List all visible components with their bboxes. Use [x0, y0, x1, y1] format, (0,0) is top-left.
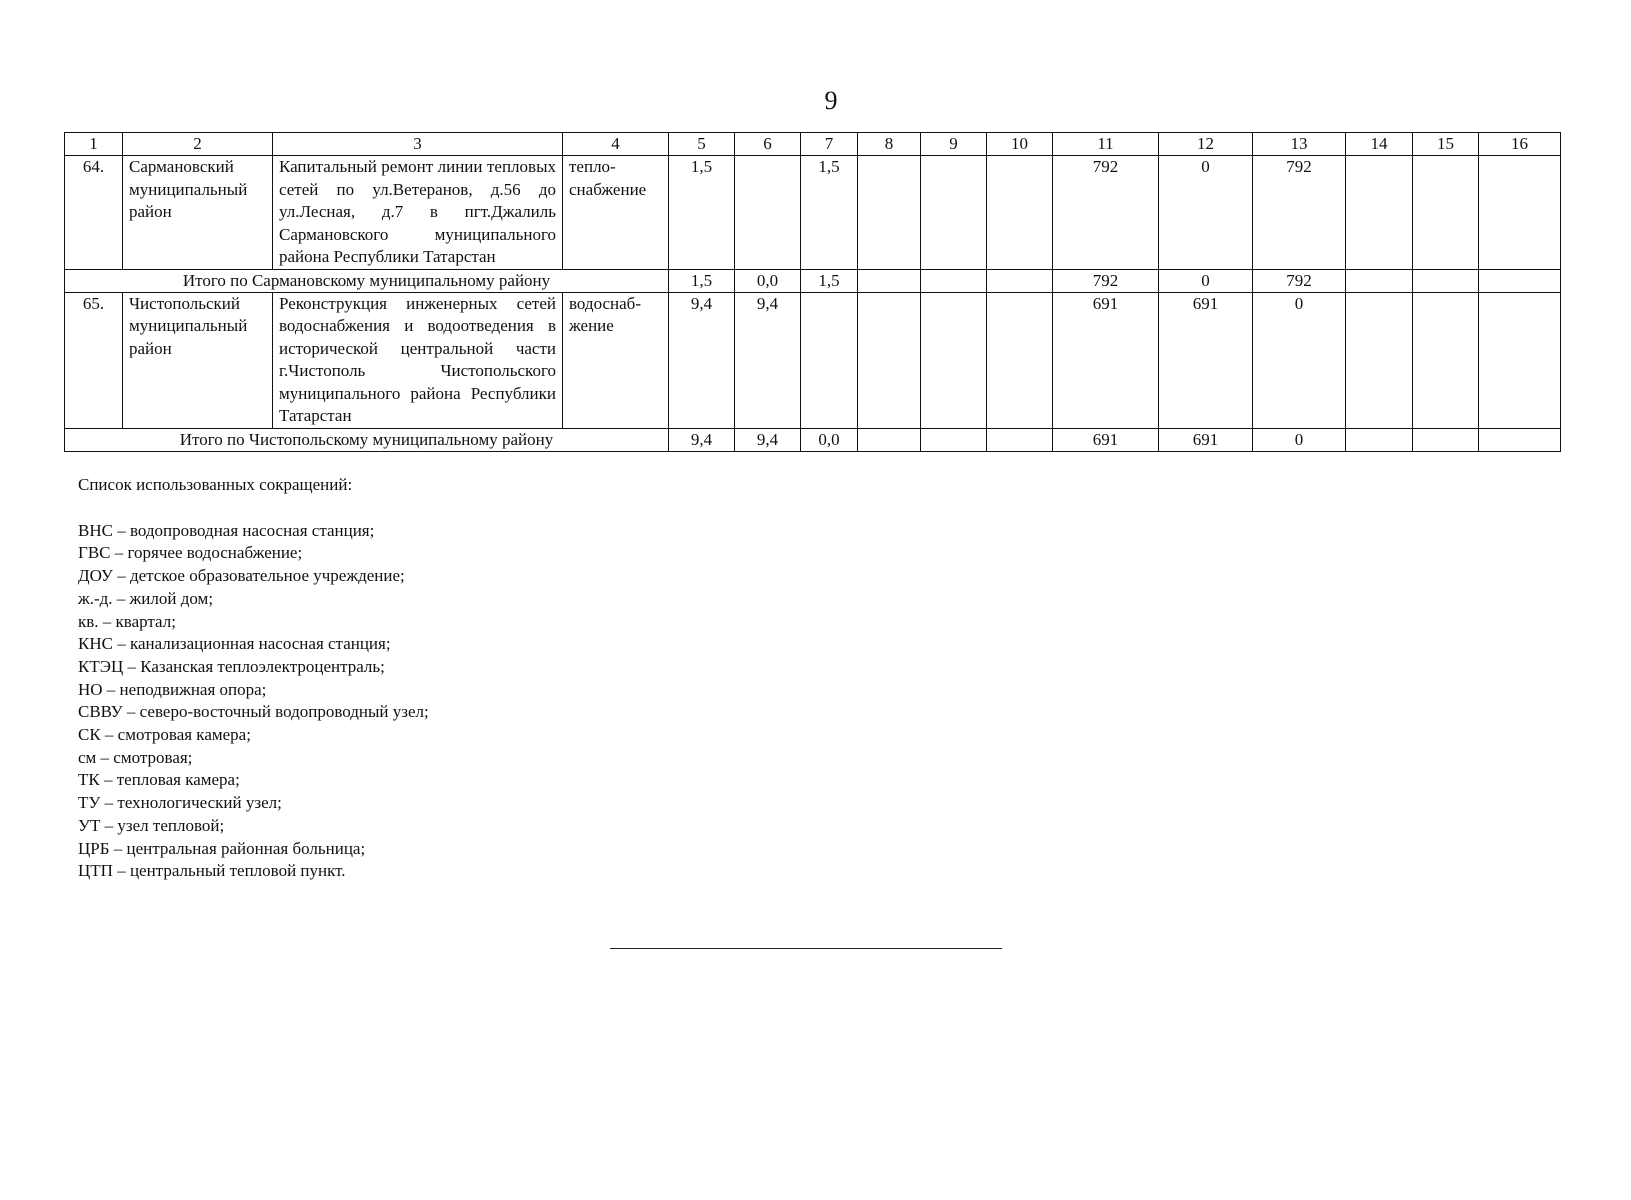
abbreviation-item: КНС – канализационная насосная станция;: [78, 634, 391, 654]
value-cell: [987, 428, 1053, 451]
value-cell: 792: [1253, 269, 1346, 292]
column-header: 3: [273, 133, 563, 156]
value-cell: 9,4: [735, 292, 801, 428]
value-cell: 0: [1159, 269, 1253, 292]
total-label: Итого по Чистопольскому муниципальному району: [65, 428, 669, 451]
value-cell: [1479, 292, 1561, 428]
value-cell: 9,4: [669, 428, 735, 451]
abbreviation-item: ТК – тепловая камера;: [78, 770, 240, 790]
column-header: 7: [801, 133, 858, 156]
column-header: 5: [669, 133, 735, 156]
value-cell: [921, 292, 987, 428]
abbreviation-item: ЦРБ – центральная районная больница;: [78, 838, 366, 858]
value-cell: [1413, 269, 1479, 292]
column-header: 13: [1253, 133, 1346, 156]
value-cell: [735, 156, 801, 270]
value-cell: 691: [1053, 428, 1159, 451]
value-cell: 792: [1053, 269, 1159, 292]
table-row: [65, 292, 1561, 428]
value-cell: [921, 269, 987, 292]
column-header: 10: [987, 133, 1053, 156]
column-header: 11: [1053, 133, 1159, 156]
value-cell: [1346, 428, 1413, 451]
value-cell: [987, 292, 1053, 428]
type-cell: тепло-снабжение: [563, 156, 669, 270]
value-cell: [987, 269, 1053, 292]
abbreviations-title: Список использованных сокращений:: [78, 475, 353, 494]
page-number: 9: [824, 86, 838, 115]
value-cell: 691: [1159, 428, 1253, 451]
value-cell: 691: [1053, 292, 1159, 428]
district-cell: Сармановский муниципальный район: [123, 156, 273, 270]
value-cell: 1,5: [669, 156, 735, 270]
district-cell: Чистопольский муниципальный район: [123, 292, 273, 428]
table-row: [65, 156, 1561, 270]
value-cell: [1479, 156, 1561, 270]
value-cell: [858, 156, 921, 270]
closing-rule: [610, 948, 1002, 949]
value-cell: [1413, 156, 1479, 270]
total-label: Итого по Сармановскому муниципальному району: [65, 269, 669, 292]
value-cell: 1,5: [801, 269, 858, 292]
value-cell: [1479, 269, 1561, 292]
column-header: 8: [858, 133, 921, 156]
abbreviation-item: УТ – узел тепловой;: [78, 815, 225, 835]
value-cell: 0: [1253, 428, 1346, 451]
value-cell: 0,0: [801, 428, 858, 451]
abbreviation-item: ГВС – горячее водоснабжение;: [78, 543, 303, 563]
abbreviation-item: см – смотровая;: [78, 747, 193, 767]
value-cell: 691: [1159, 292, 1253, 428]
value-cell: [1413, 292, 1479, 428]
column-header: 12: [1159, 133, 1253, 156]
value-cell: [1346, 292, 1413, 428]
value-cell: 792: [1053, 156, 1159, 270]
abbreviation-item: кв. – квартал;: [78, 611, 176, 631]
abbreviation-item: СВВУ – северо-восточный водопроводный узел;: [78, 702, 429, 722]
value-cell: 1,5: [801, 156, 858, 270]
column-header: 4: [563, 133, 669, 156]
value-cell: 0: [1253, 292, 1346, 428]
value-cell: [1413, 428, 1479, 451]
row-number: 65.: [65, 292, 123, 428]
value-cell: [987, 156, 1053, 270]
abbreviation-item: ВНС – водопроводная насосная станция;: [78, 520, 375, 540]
description-cell: Капитальный ремонт линии тепловых сетей по ул.Ветеранов, д.56 до ул.Лесная, д.7 в пгт.Джалиль Сармановского муниципального района Республики Татарстан: [273, 156, 563, 270]
value-cell: [801, 292, 858, 428]
description-cell: Реконструкция инженерных сетей водоснабжения и водоотведения в исторической центральной части г.Чистополь Чистопольского муниципального района Республики Татарстан: [273, 292, 563, 428]
abbreviation-item: НО – неподвижная опора;: [78, 679, 267, 699]
total-row: [65, 428, 1561, 451]
column-header: 16: [1479, 133, 1561, 156]
column-header: 1: [65, 133, 123, 156]
value-cell: [921, 156, 987, 270]
column-header: 14: [1346, 133, 1413, 156]
row-number: 64.: [65, 156, 123, 270]
type-cell: водоснаб-жение: [563, 292, 669, 428]
abbreviation-item: ТУ – технологический узел;: [78, 793, 282, 813]
value-cell: [1346, 156, 1413, 270]
column-header: 6: [735, 133, 801, 156]
projects-table: [64, 132, 1561, 452]
abbreviation-item: ж.-д. – жилой дом;: [78, 588, 214, 608]
value-cell: [1479, 428, 1561, 451]
abbreviation-item: ДОУ – детское образовательное учреждение;: [78, 566, 405, 586]
abbreviation-item: ЦТП – центральный тепловой пункт.: [78, 861, 346, 881]
value-cell: [858, 292, 921, 428]
value-cell: [921, 428, 987, 451]
abbreviation-item: СК – смотровая камера;: [78, 725, 251, 745]
value-cell: 792: [1253, 156, 1346, 270]
value-cell: 0,0: [735, 269, 801, 292]
abbreviation-item: КТЭЦ – Казанская теплоэлектроцентраль;: [78, 656, 385, 676]
value-cell: [858, 269, 921, 292]
abbreviations-section: [78, 474, 429, 883]
value-cell: [858, 428, 921, 451]
table-header-row: [65, 133, 1561, 156]
value-cell: 1,5: [669, 269, 735, 292]
column-header: 9: [921, 133, 987, 156]
value-cell: 9,4: [669, 292, 735, 428]
value-cell: 9,4: [735, 428, 801, 451]
column-header: 2: [123, 133, 273, 156]
column-header: 15: [1413, 133, 1479, 156]
value-cell: 0: [1159, 156, 1253, 270]
total-row: [65, 269, 1561, 292]
value-cell: [1346, 269, 1413, 292]
